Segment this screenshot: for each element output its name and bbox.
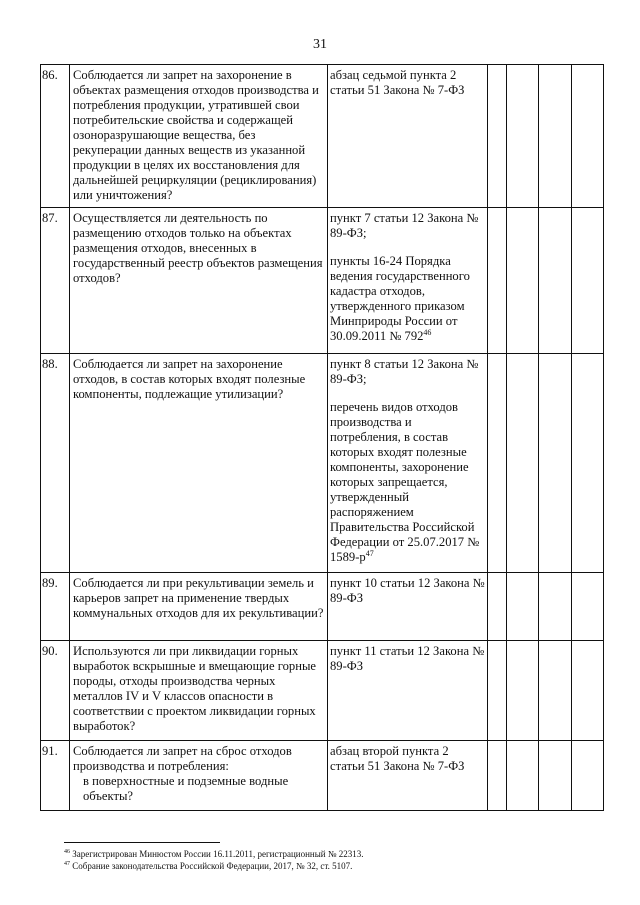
question-cell: Соблюдается ли при рекультивации земель и карьеров запрет на применение твердых коммунальных отходов для их рекультивации? bbox=[70, 573, 328, 641]
page-number: 31 bbox=[313, 37, 327, 52]
requirement-text: пункты 16-24 Порядка ведения государственного кадастра отходов, утвержденного приказом Минприроды России от 30.09.2011 № 792 bbox=[330, 254, 470, 343]
footnote bbox=[64, 860, 604, 872]
footnote-ref: 47 bbox=[365, 548, 374, 558]
requirement-text: перечень видов отходов производства и потребления, в состав которых входят полезные компоненты, захоронение которых запрещается, утвержденный распоряжением Правительства Российской Федерации от 25.07.2017 № 1589-р bbox=[330, 400, 480, 564]
answer-cell[interactable] bbox=[488, 741, 507, 811]
requirement-text: пункт 7 статьи 12 Закона № 89-ФЗ; bbox=[330, 211, 479, 240]
question-cell: Соблюдается ли запрет на захоронение отходов, в состав которых входят полезные компоненты, подлежащие утилизации? bbox=[70, 354, 328, 573]
question-cell bbox=[70, 741, 328, 811]
footnote-mark: 46 bbox=[64, 849, 70, 855]
requirement-text: пункт 8 статьи 12 Закона № 89-ФЗ; bbox=[330, 357, 479, 386]
answer-cell[interactable] bbox=[507, 573, 539, 641]
answer-cell[interactable] bbox=[572, 641, 604, 741]
answer-cell[interactable] bbox=[572, 354, 604, 573]
checklist-table bbox=[40, 64, 604, 811]
answer-cell[interactable] bbox=[572, 573, 604, 641]
footnote-separator bbox=[64, 842, 220, 843]
answer-cell[interactable] bbox=[539, 354, 572, 573]
table-row bbox=[41, 573, 604, 641]
footnote-mark: 47 bbox=[64, 861, 70, 867]
requirement-text-with-footnote bbox=[330, 254, 485, 344]
answer-cell[interactable] bbox=[539, 741, 572, 811]
requirement-cell bbox=[328, 65, 488, 208]
row-number: 88. bbox=[41, 354, 70, 573]
requirement-text-with-footnote bbox=[330, 400, 485, 565]
footnote-ref: 46 bbox=[423, 327, 432, 337]
requirement-cell bbox=[328, 208, 488, 354]
footnote-text: Собрание законодательства Российской Федерации, 2017, № 32, ст. 5107. bbox=[72, 861, 353, 871]
requirement-cell bbox=[328, 354, 488, 573]
footnote-text: Зарегистрирован Минюстом России 16.11.2011, регистрационный № 22313. bbox=[72, 849, 364, 859]
footnotes bbox=[64, 848, 604, 872]
requirement-text: пункт 11 статьи 12 Закона № 89-ФЗ bbox=[330, 644, 485, 673]
row-number: 91. bbox=[41, 741, 70, 811]
row-number: 87. bbox=[41, 208, 70, 354]
table-row bbox=[41, 641, 604, 741]
answer-cell[interactable] bbox=[507, 65, 539, 208]
table-row bbox=[41, 208, 604, 354]
answer-cell[interactable] bbox=[572, 208, 604, 354]
table-row bbox=[41, 65, 604, 208]
answer-cell[interactable] bbox=[507, 354, 539, 573]
question-cell: Осуществляется ли деятельность по размещению отходов только на объектах размещения отходов, внесенных в государственный реестр объектов размещения отходов? bbox=[70, 208, 328, 354]
answer-cell[interactable] bbox=[507, 641, 539, 741]
row-number: 90. bbox=[41, 641, 70, 741]
requirement-text: абзац второй пункта 2 статьи 51 Закона № 7-ФЗ bbox=[330, 744, 465, 773]
row-number: 86. bbox=[41, 65, 70, 208]
requirement-cell bbox=[328, 573, 488, 641]
requirement-text: пункт 10 статьи 12 Закона № 89-ФЗ bbox=[330, 576, 485, 605]
answer-cell[interactable] bbox=[539, 65, 572, 208]
question-text: Соблюдается ли запрет на сброс отходов производства и потребления: bbox=[73, 744, 292, 773]
table-row bbox=[41, 741, 604, 811]
table-row bbox=[41, 354, 604, 573]
question-cell: Используются ли при ликвидации горных выработок вскрышные и вмещающие горные породы, отходы производства черных металлов IV и V классов опасности в соответствии с проектом ликвидации горных выработок? bbox=[70, 641, 328, 741]
answer-cell[interactable] bbox=[539, 573, 572, 641]
answer-cell[interactable] bbox=[539, 641, 572, 741]
answer-cell[interactable] bbox=[488, 354, 507, 573]
requirement-text: абзац седьмой пункта 2 статьи 51 Закона № 7-ФЗ bbox=[330, 68, 465, 97]
answer-cell[interactable] bbox=[507, 208, 539, 354]
answer-cell[interactable] bbox=[488, 573, 507, 641]
answer-cell[interactable] bbox=[572, 65, 604, 208]
question-cell: Соблюдается ли запрет на захоронение в объектах размещения отходов производства и потребления продукции, утратившей свои потребительские свойства и содержащей озоноразрушающие вещества, без рекуперации данных веществ из указанной продукции в целях их восстановления для дальнейшей рециркуляции (рециклирования) или уничтожения? bbox=[70, 65, 328, 208]
question-subitem: в поверхностные и подземные водные объекты? bbox=[83, 774, 289, 803]
answer-cell[interactable] bbox=[539, 208, 572, 354]
answer-cell[interactable] bbox=[572, 741, 604, 811]
answer-cell[interactable] bbox=[488, 65, 507, 208]
answer-cell[interactable] bbox=[507, 741, 539, 811]
requirement-cell bbox=[328, 641, 488, 741]
row-number: 89. bbox=[41, 573, 70, 641]
answer-cell[interactable] bbox=[488, 208, 507, 354]
requirement-cell bbox=[328, 741, 488, 811]
answer-cell[interactable] bbox=[488, 641, 507, 741]
footnote bbox=[64, 848, 604, 860]
